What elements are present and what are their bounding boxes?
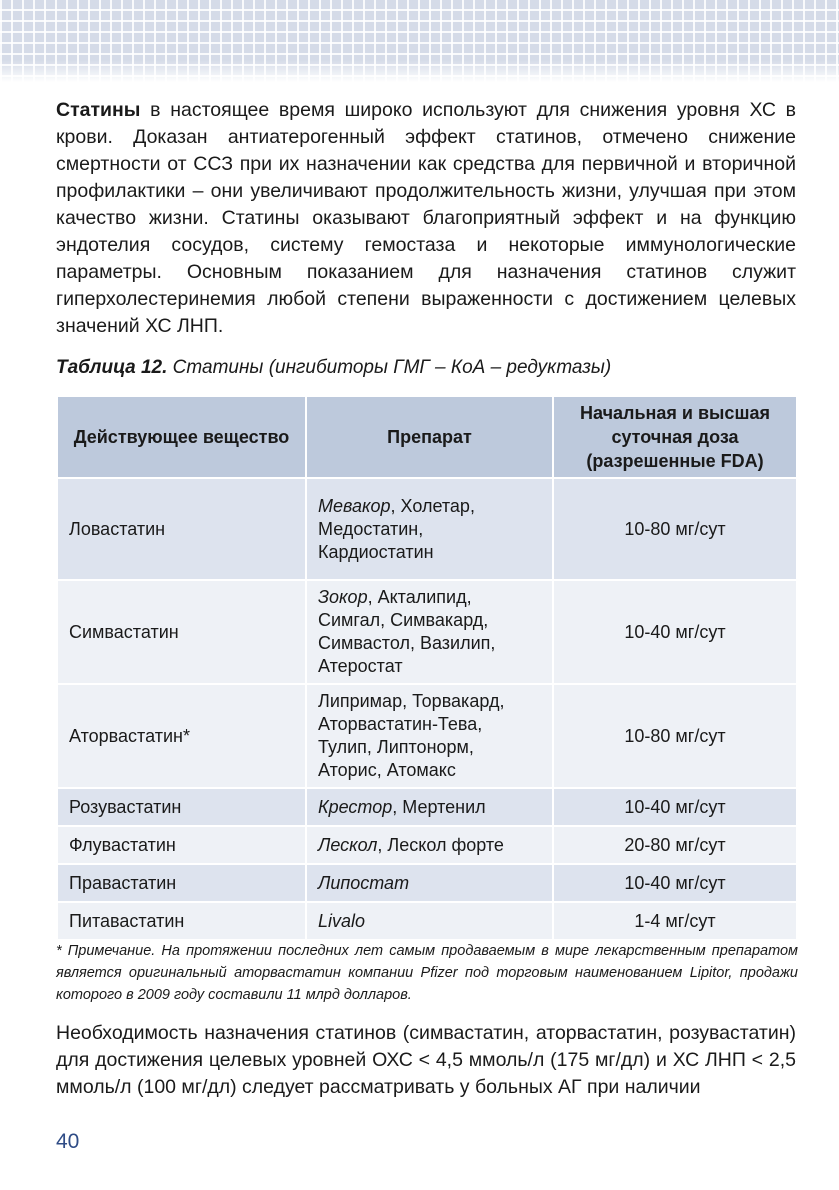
drug-brand-name: Лескол [318,834,378,855]
substance-cell: Питавастатин [57,902,306,940]
intro-text: в настоящее время широко используют для снижения уровня ХС в крови. Доказан антиатерогенный эффект статинов, отмечено снижение смертности от ССЗ при их назначении как средства для первичной и вторичной профилактики – они увеличивают продолжительность жизни, улучшая при этом качество жизни. Статины оказывают благоприятный эффект и на функцию эндотелия сосудов, систему гемостаза и некоторые иммунологические параметры. Основным показанием для назначения статинов служит гиперхолестеринемия любой степени выраженности с достижением целевых значений ХС ЛНП. [56,99,796,337]
table-row [57,864,797,902]
outro-paragraph: Необходимость назначения статинов (симвастатин, аторвастатин, розувастатин) для достижения целевых уровней ОХС < 4,5 ммоль/л (175 мг/дл) и ХС ЛНП < 2,5 ммоль/л (100 мг/дл) следует рассматривать у больных АГ при наличии [56,1022,796,1098]
dose-cell: 10-80 мг/сут [553,684,797,788]
substance-cell: Розувастатин [57,788,306,826]
header-drug: Препарат [306,396,553,478]
drug-cell [306,902,553,940]
drug-other-names: , Акталипид, Симгал, Симвакард, Симвастол, Вазилип, Атеростат [318,587,496,676]
drug-cell [306,580,553,684]
page-number: 40 [56,1130,80,1153]
dose-cell: 1-4 мг/сут [553,902,797,940]
drug-other-names: , Холетар, Медостатин, Кардиостатин [318,495,475,562]
drug-cell [306,864,553,902]
drug-cell [306,478,553,580]
substance-cell: Аторвастатин* [57,684,306,788]
intro-bold-term: Статины [56,99,141,121]
table-row [57,788,797,826]
drug-cell [306,826,553,864]
table-footnote: * Примечание. На протяжении последних лет самым продаваемым в мире лекарственным препаратом является оригинальный аторвастатин компании Pfizer под торговым наименованием Lipitor, продажи которого в 2009 году составили 11 млрд долларов. [56,943,798,1003]
substance-cell: Симвастатин [57,580,306,684]
drug-brand-name: Мевакор [318,495,391,516]
dose-cell: 10-80 мг/сут [553,478,797,580]
substance-cell: Флувастатин [57,826,306,864]
drug-cell [306,684,553,788]
table-row [57,684,797,788]
drug-other-names: , Мертенил [392,796,486,817]
header-dose: Начальная и высшая суточная доза (разрешенные FDA) [553,396,797,478]
drug-brand-name: Крестор [318,796,393,817]
header-substance: Действующее вещество [57,396,306,478]
statins-table [56,395,798,941]
table-caption-text: Статины (ингибиторы ГМГ – КоА – редуктазы) [167,357,612,378]
dose-cell: 10-40 мг/сут [553,580,797,684]
drug-brand-name: Липостат [318,872,410,893]
drug-cell [306,788,553,826]
table-row [57,902,797,940]
header-decorative-band [0,0,839,82]
substance-cell: Ловастатин [57,478,306,580]
dose-cell: 10-40 мг/сут [553,864,797,902]
intro-paragraph [56,97,796,340]
dose-cell: 20-80 мг/сут [553,826,797,864]
table-caption [56,357,611,379]
table-row [57,826,797,864]
drug-brand-name: Livalo [318,910,366,931]
dose-cell: 10-40 мг/сут [553,788,797,826]
table-header-row [57,396,797,478]
drug-other-names: Липримар, Торвакард, Аторвастатин-Тева, Тулип, Липтонорм, Аторис, Атомакс [318,691,505,780]
substance-cell: Правастатин [57,864,306,902]
table-row [57,478,797,580]
table-row [57,580,797,684]
drug-brand-name: Зокор [318,587,368,607]
drug-other-names: , Лескол форте [377,834,504,855]
table-caption-label: Таблица 12. [56,357,168,378]
